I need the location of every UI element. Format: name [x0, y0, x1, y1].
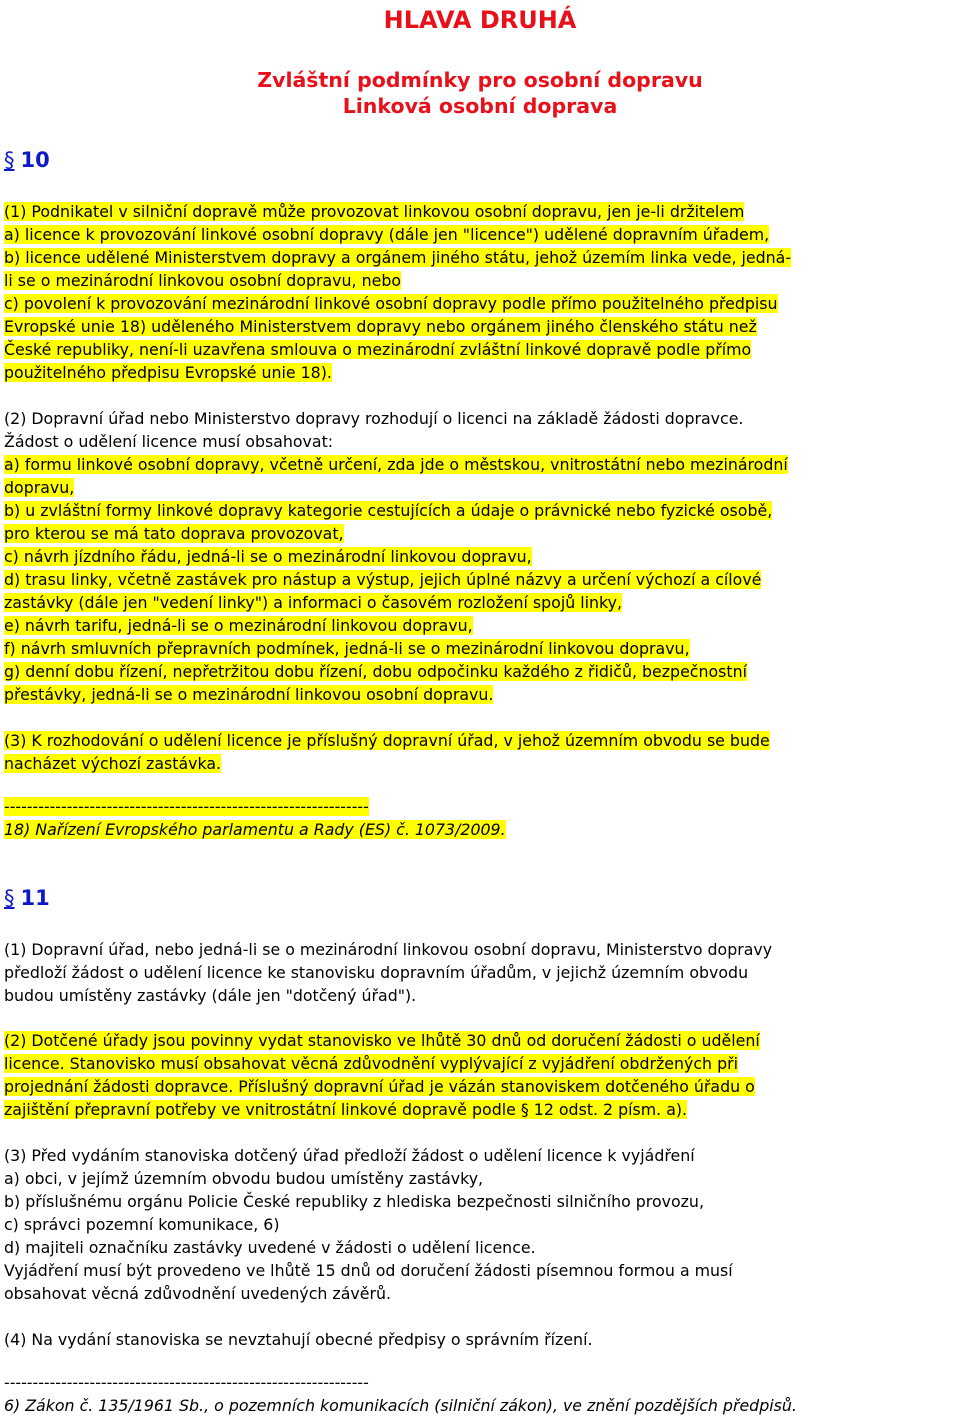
section-number: 10: [20, 148, 50, 172]
paragraph-line: (2) Dopravní úřad nebo Ministerstvo dopravy rozhodují o licenci na základě žádosti dopravce.: [4, 409, 744, 428]
footnote: 18) Nařízení Evropského parlamentu a Rady (ES) č. 1073/2009.: [4, 820, 506, 839]
paragraph-line: c) správci pozemní komunikace, 6): [4, 1215, 280, 1234]
section-10-heading: [4, 145, 50, 175]
paragraph-line: předloží žádost o udělení licence ke stanovisku dopravním úřadům, v jejichž územním obvodu: [4, 963, 749, 982]
footnote-rule: ----------------------------------------------------------------: [4, 1373, 369, 1392]
paragraph-line: b) u zvláštní formy linkové dopravy kategorie cestujících a údaje o právnické nebo fyzické osobě,: [4, 501, 773, 520]
paragraph-line: d) majiteli označníku zastávky uvedené v žádosti o udělení licence.: [4, 1238, 536, 1257]
paragraph-line: obsahovat věcná zdůvodnění uvedených závěrů.: [4, 1284, 391, 1303]
paragraph-line: pro kterou se má tato doprava provozovat,: [4, 524, 344, 543]
paragraph-line: f) návrh smluvních přepravních podmínek, jedná-li se o mezinárodní linkovou dopravu,: [4, 639, 690, 658]
paragraph-line: dopravu,: [4, 478, 75, 497]
chapter-subtitle: Linková osobní doprava: [342, 94, 618, 118]
paragraph-line: (4) Na vydání stanoviska se nevztahují obecné předpisy o správním řízení.: [4, 1330, 593, 1349]
paragraph-line: b) příslušnému orgánu Policie České republiky z hlediska bezpečnosti silničního provozu,: [4, 1192, 704, 1211]
paragraph-line: a) obci, v jejímž územním obvodu budou umístěny zastávky,: [4, 1169, 484, 1188]
paragraph-line: projednání žádosti dopravce. Příslušný dopravní úřad je vázán stanoviskem dotčeného úřadu o: [4, 1077, 755, 1096]
paragraph-line: licence. Stanovisko musí obsahovat věcná zdůvodnění vyplývající z vyjádření obdržených při: [4, 1054, 738, 1073]
paragraph-line: g) denní dobu řízení, nepřetržitou dobu řízení, dobu odpočinku každého z řidičů, bezpečnostní: [4, 662, 747, 681]
paragraph-line: použitelného předpisu Evropské unie 18).: [4, 363, 332, 382]
paragraph-line: přestávky, jedná-li se o mezinárodní linkovou osobní dopravu.: [4, 685, 494, 704]
paragraph-line: e) návrh tarifu, jedná-li se o mezinárodní linkovou dopravu,: [4, 616, 473, 635]
paragraph-line: (3) K rozhodování o udělení licence je příslušný dopravní úřad, v jehož územním obvodu se bude: [4, 731, 770, 750]
paragraph-line: d) trasu linky, včetně zastávek pro nástup a výstup, jejich úplné názvy a určení výchozí a cílové: [4, 570, 762, 589]
paragraph-line: (1) Podnikatel v silniční dopravě může provozovat linkovou osobní dopravu, jen je-li držitelem: [4, 202, 745, 221]
footnote-rule: ----------------------------------------------------------------: [4, 797, 369, 816]
paragraph-line: (3) Před vydáním stanoviska dotčený úřad předloží žádost o udělení licence k vyjádření: [4, 1146, 695, 1165]
paragraph-line: li se o mezinárodní linkovou osobní dopravu, nebo: [4, 271, 402, 290]
paragraph-line: (2) Dotčené úřady jsou povinny vydat stanovisko ve lhůtě 30 dnů od doručení žádosti o udělení: [4, 1031, 760, 1050]
paragraph-line: a) formu linkové osobní dopravy, včetně určení, zda jde o městskou, vnitrostátní nebo mezinárodní: [4, 455, 788, 474]
section-symbol: §: [4, 886, 15, 910]
section-symbol: §: [4, 148, 15, 172]
paragraph-line: c) návrh jízdního řádu, jedná-li se o mezinárodní linkovou dopravu,: [4, 547, 532, 566]
paragraph-line: Žádost o udělení licence musí obsahovat:: [4, 432, 334, 451]
paragraph-line: c) povolení k provozování mezinárodní linkové osobní dopravy podle přímo použitelného předpisu: [4, 294, 778, 313]
paragraph-line: (1) Dopravní úřad, nebo jedná-li se o mezinárodní linkovou osobní dopravu, Ministerstvo dopravy: [4, 940, 773, 959]
paragraph-line: b) licence udělené Ministerstvem dopravy a orgánem jiného státu, jehož územím linka vede, jedná-: [4, 248, 792, 267]
paragraph-line: nacházet výchozí zastávka.: [4, 754, 222, 773]
paragraph-line: a) licence k provozování linkové osobní dopravy (dále jen "licence") udělené dopravním úřadem,: [4, 225, 770, 244]
section-11-heading: [4, 883, 50, 913]
paragraph-line: zajištění přepravní potřeby ve vnitrostátní linkové dopravě podle § 12 odst. 2 písm. a).: [4, 1100, 688, 1119]
footnote: 6) Zákon č. 135/1961 Sb., o pozemních komunikacích (silniční zákon), ve znění pozdějších předpisů.: [4, 1396, 797, 1415]
paragraph-line: České republiky, není-li uzavřena smlouva o mezinárodní zvláštní linkové dopravě podle přímo: [4, 340, 752, 359]
paragraph-line: zastávky (dále jen "vedení linky") a informaci o časovém rozložení spojů linky,: [4, 593, 623, 612]
paragraph-line: Vyjádření musí být provedeno ve lhůtě 15 dnů od doručení žádosti písemnou formou a musí: [4, 1261, 733, 1280]
paragraph-line: budou umístěny zastávky (dále jen "dotčený úřad").: [4, 986, 417, 1005]
chapter-subtitle: Zvláštní podmínky pro osobní dopravu: [257, 68, 703, 92]
chapter-title: HLAVA DRUHÁ: [383, 6, 577, 34]
section-number: 11: [20, 886, 50, 910]
paragraph-line: Evropské unie 18) uděleného Ministerstvem dopravy nebo orgánem jiného členského státu než: [4, 317, 757, 336]
